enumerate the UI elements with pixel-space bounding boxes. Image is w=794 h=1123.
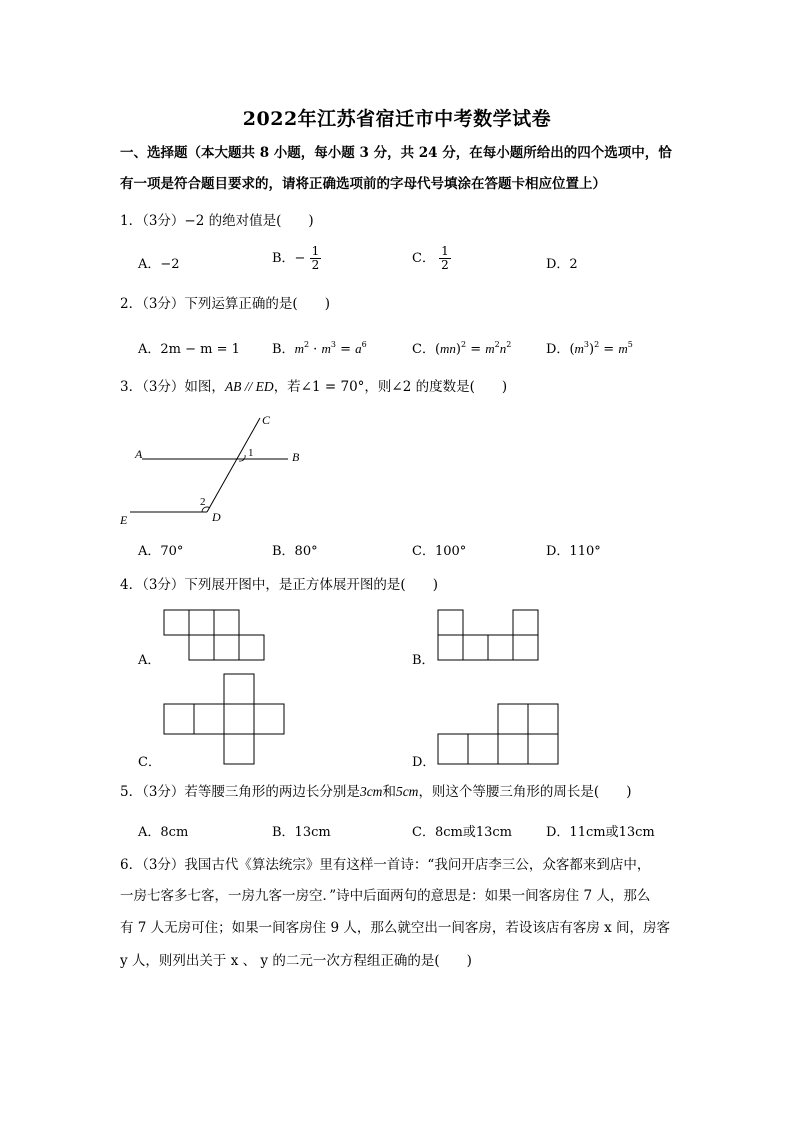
q4-option-d-label: D． bbox=[412, 755, 436, 770]
q2-option-d bbox=[546, 338, 633, 357]
q1-b-numerator: 1 bbox=[311, 244, 320, 258]
q3-option-a: A．70° bbox=[138, 544, 184, 559]
q4-option-a-label: A． bbox=[138, 653, 161, 668]
q6-line-2: 一房七客多七客，一房九客一房空．”诗中后面两句的意思是：如果一间客房住 7 人，那么 bbox=[120, 888, 651, 904]
q5-and: 和 bbox=[382, 784, 396, 800]
q4-option-b-label: B． bbox=[412, 653, 435, 668]
q1-b-denominator: 2 bbox=[311, 258, 320, 272]
q5-value-1: 3cm bbox=[359, 784, 383, 799]
q2-option-c bbox=[412, 338, 511, 357]
q2-b-label: B． bbox=[272, 342, 295, 357]
q1-option-c-prefix: C． bbox=[412, 251, 435, 266]
q4-option-d-net bbox=[434, 700, 564, 768]
q2-option-a bbox=[138, 338, 240, 357]
q3-option-c: C．100° bbox=[412, 544, 467, 559]
q6-line-4: y 人，则列出关于 x 、 y 的二元一次方程组正确的是( ) bbox=[120, 953, 472, 969]
label-a: A bbox=[135, 447, 143, 461]
q2-option-b bbox=[272, 338, 367, 357]
q3-stem-rest: ，若∠1 = 70°，则∠2 的度数是( ) bbox=[273, 379, 508, 395]
q3-figure bbox=[115, 408, 315, 533]
q4-option-a-net bbox=[160, 606, 270, 664]
q4-option-c-net bbox=[160, 670, 290, 768]
angle-1-arc bbox=[239, 455, 245, 461]
q1-option-a: A．−2 bbox=[138, 257, 180, 272]
label-b: B bbox=[292, 450, 300, 464]
page-title: 2022年江苏省宿迁市中考数学试卷 bbox=[242, 108, 552, 130]
section-header bbox=[120, 138, 680, 200]
q2-b-expr: $m^2 \cdot m^3 = a^6$ bbox=[294, 340, 367, 357]
q2-d-label: D． bbox=[546, 342, 570, 357]
question-2-stem: 2．（3分）下列运算正确的是( ) bbox=[120, 296, 330, 312]
q1-c-numerator: 1 bbox=[441, 244, 449, 258]
q2-c-expr: $(mn)^2 = m^2n^2$ bbox=[434, 340, 512, 357]
q1-option-b bbox=[272, 245, 321, 272]
label-angle-1: 1 bbox=[248, 447, 254, 459]
transversal-cd bbox=[207, 418, 260, 512]
q1-option-b-prefix: B．− bbox=[272, 251, 306, 266]
label-d: D bbox=[212, 510, 221, 524]
q1-option-c-fraction bbox=[439, 245, 451, 272]
q1-c-denominator: 2 bbox=[441, 258, 449, 272]
question-5-stem bbox=[120, 783, 690, 801]
q2-a-expr: 2m − m = 1 bbox=[160, 342, 240, 357]
label-c: C bbox=[262, 413, 271, 427]
q1-option-c bbox=[412, 245, 451, 272]
q5-stem-b: ，则这个等腰三角形的周长是( ) bbox=[418, 784, 632, 800]
q6-line-3: 有 7 人无房可住；如果一间客房住 9 人，那么就空出一间客房，若设该店有客房 x 间，房客 bbox=[120, 920, 671, 936]
q3-option-b: B．80° bbox=[272, 544, 318, 559]
q5-value-2: 5cm bbox=[395, 784, 419, 799]
q1-option-b-fraction bbox=[310, 245, 322, 272]
q2-c-label: C． bbox=[412, 342, 435, 357]
label-e: E bbox=[120, 513, 128, 527]
q3-option-d: D．110° bbox=[546, 544, 601, 559]
section-line-1: 一、选择题（本大题共 8 小题，每小题 3 分，共 24 分，在每小题所给出的四个选项中，恰 bbox=[120, 145, 672, 161]
q5-option-c: C．8cm或13cm bbox=[412, 825, 512, 840]
question-1-stem: 1．（3分）−2 的绝对值是( ) bbox=[120, 213, 314, 229]
q2-d-expr: $(m^3)^2 = m^5$ bbox=[569, 340, 633, 357]
q5-option-a: A．8cm bbox=[138, 825, 189, 840]
q4-option-b-net bbox=[434, 606, 544, 664]
q2-a-label: A． bbox=[138, 342, 161, 357]
q5-option-b: B．13cm bbox=[272, 825, 331, 840]
q5-stem-a: 5．（3分）若等腰三角形的两边长分别是 bbox=[120, 784, 360, 800]
q5-option-d: D．11cm或13cm bbox=[546, 825, 655, 840]
q6-line-1: 6．（3分）我国古代《算法统宗》里有这样一首诗：“我问开店李三公，众客都来到店中， bbox=[120, 857, 651, 873]
q3-stem-math: AB // ED bbox=[224, 379, 274, 394]
label-angle-2: 2 bbox=[200, 496, 206, 508]
q1-option-d: D．2 bbox=[546, 257, 578, 272]
q4-option-c-label: C． bbox=[138, 755, 161, 770]
question-3-stem bbox=[120, 378, 690, 396]
q3-stem-prefix: 3．（3分）如图， bbox=[120, 379, 225, 395]
section-line-2: 有一项是符合题目要求的，请将正确选项前的字母代号填涂在答题卡相应位置上） bbox=[120, 176, 606, 192]
question-4-stem: 4．（3分）下列展开图中，是正方体展开图的是( ) bbox=[120, 577, 438, 593]
